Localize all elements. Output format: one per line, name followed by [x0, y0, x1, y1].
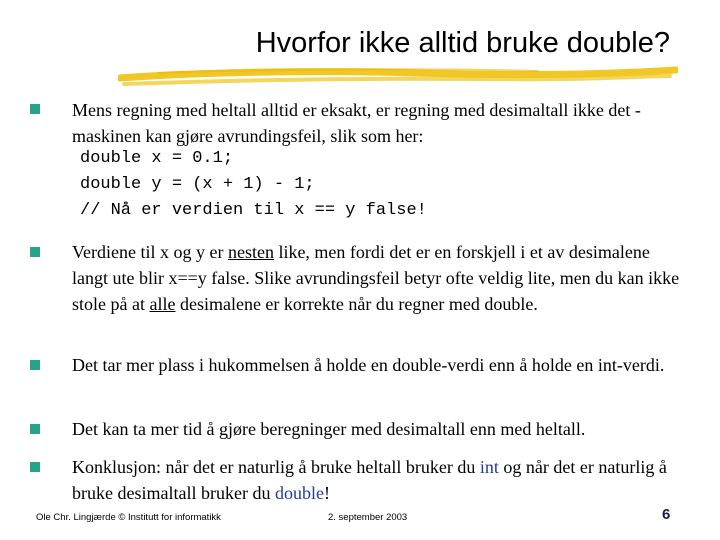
- code-line-1: double x = 0.1;: [80, 149, 234, 168]
- code-line-2: double y = (x + 1) - 1;: [80, 175, 315, 194]
- bullet-marker: [30, 247, 40, 257]
- code-line-3: // Nå er verdien til x == y false!: [80, 201, 427, 220]
- text-segment: og når det er naturlig å bruke desimaltall bruker du: [72, 457, 667, 503]
- footer-date: 2. september 2003: [328, 512, 408, 523]
- text-segment: Konklusjon: når det er naturlig å bruke heltall bruker du: [72, 457, 480, 477]
- slide-title: Hvorfor ikke alltid bruke double?: [255, 27, 670, 59]
- bullet-marker: [30, 462, 40, 472]
- underlined-word-nesten: nesten: [227, 242, 274, 262]
- underlined-word-alle: alle: [149, 294, 176, 314]
- footer-author: Ole Chr. Lingjærde © Institutt for informatikk: [36, 512, 221, 523]
- bullet-text-rounding: [72, 239, 682, 317]
- text-segment: !: [323, 483, 330, 503]
- bullet-text-time: Det kan ta mer tid å gjøre beregninger med desimaltall enn med heltall.: [72, 419, 586, 439]
- keyword-double: double: [274, 483, 324, 503]
- bullet-marker: [30, 104, 40, 114]
- bullet-text-exactness: Mens regning med heltall alltid er eksakt, er regning med desimaltall ikke det - maskinen kan gjøre avrundingsfeil, slik som her:: [72, 100, 641, 146]
- keyword-int: int: [479, 457, 499, 477]
- text-segment: Verdiene til x og y er: [72, 242, 228, 262]
- bullet-text-memory: Det tar mer plass i hukommelsen å holde en double-verdi enn å holde en int-verdi.: [72, 355, 665, 375]
- page-number: 6: [662, 506, 671, 523]
- title-highlight-stroke: [118, 64, 678, 94]
- text-segment: desimalene er korrekte når du regner med double.: [175, 294, 538, 314]
- bullet-marker: [30, 360, 40, 370]
- bullet-marker: [30, 424, 40, 434]
- text-segment: like, men fordi det er en forskjell i et av desimalene langt ute blir x==y false. Slike avrundingsfeil betyr ofte veldig lite, men du kan ikke stole på at: [72, 242, 680, 314]
- bullet-text-conclusion: [72, 454, 682, 506]
